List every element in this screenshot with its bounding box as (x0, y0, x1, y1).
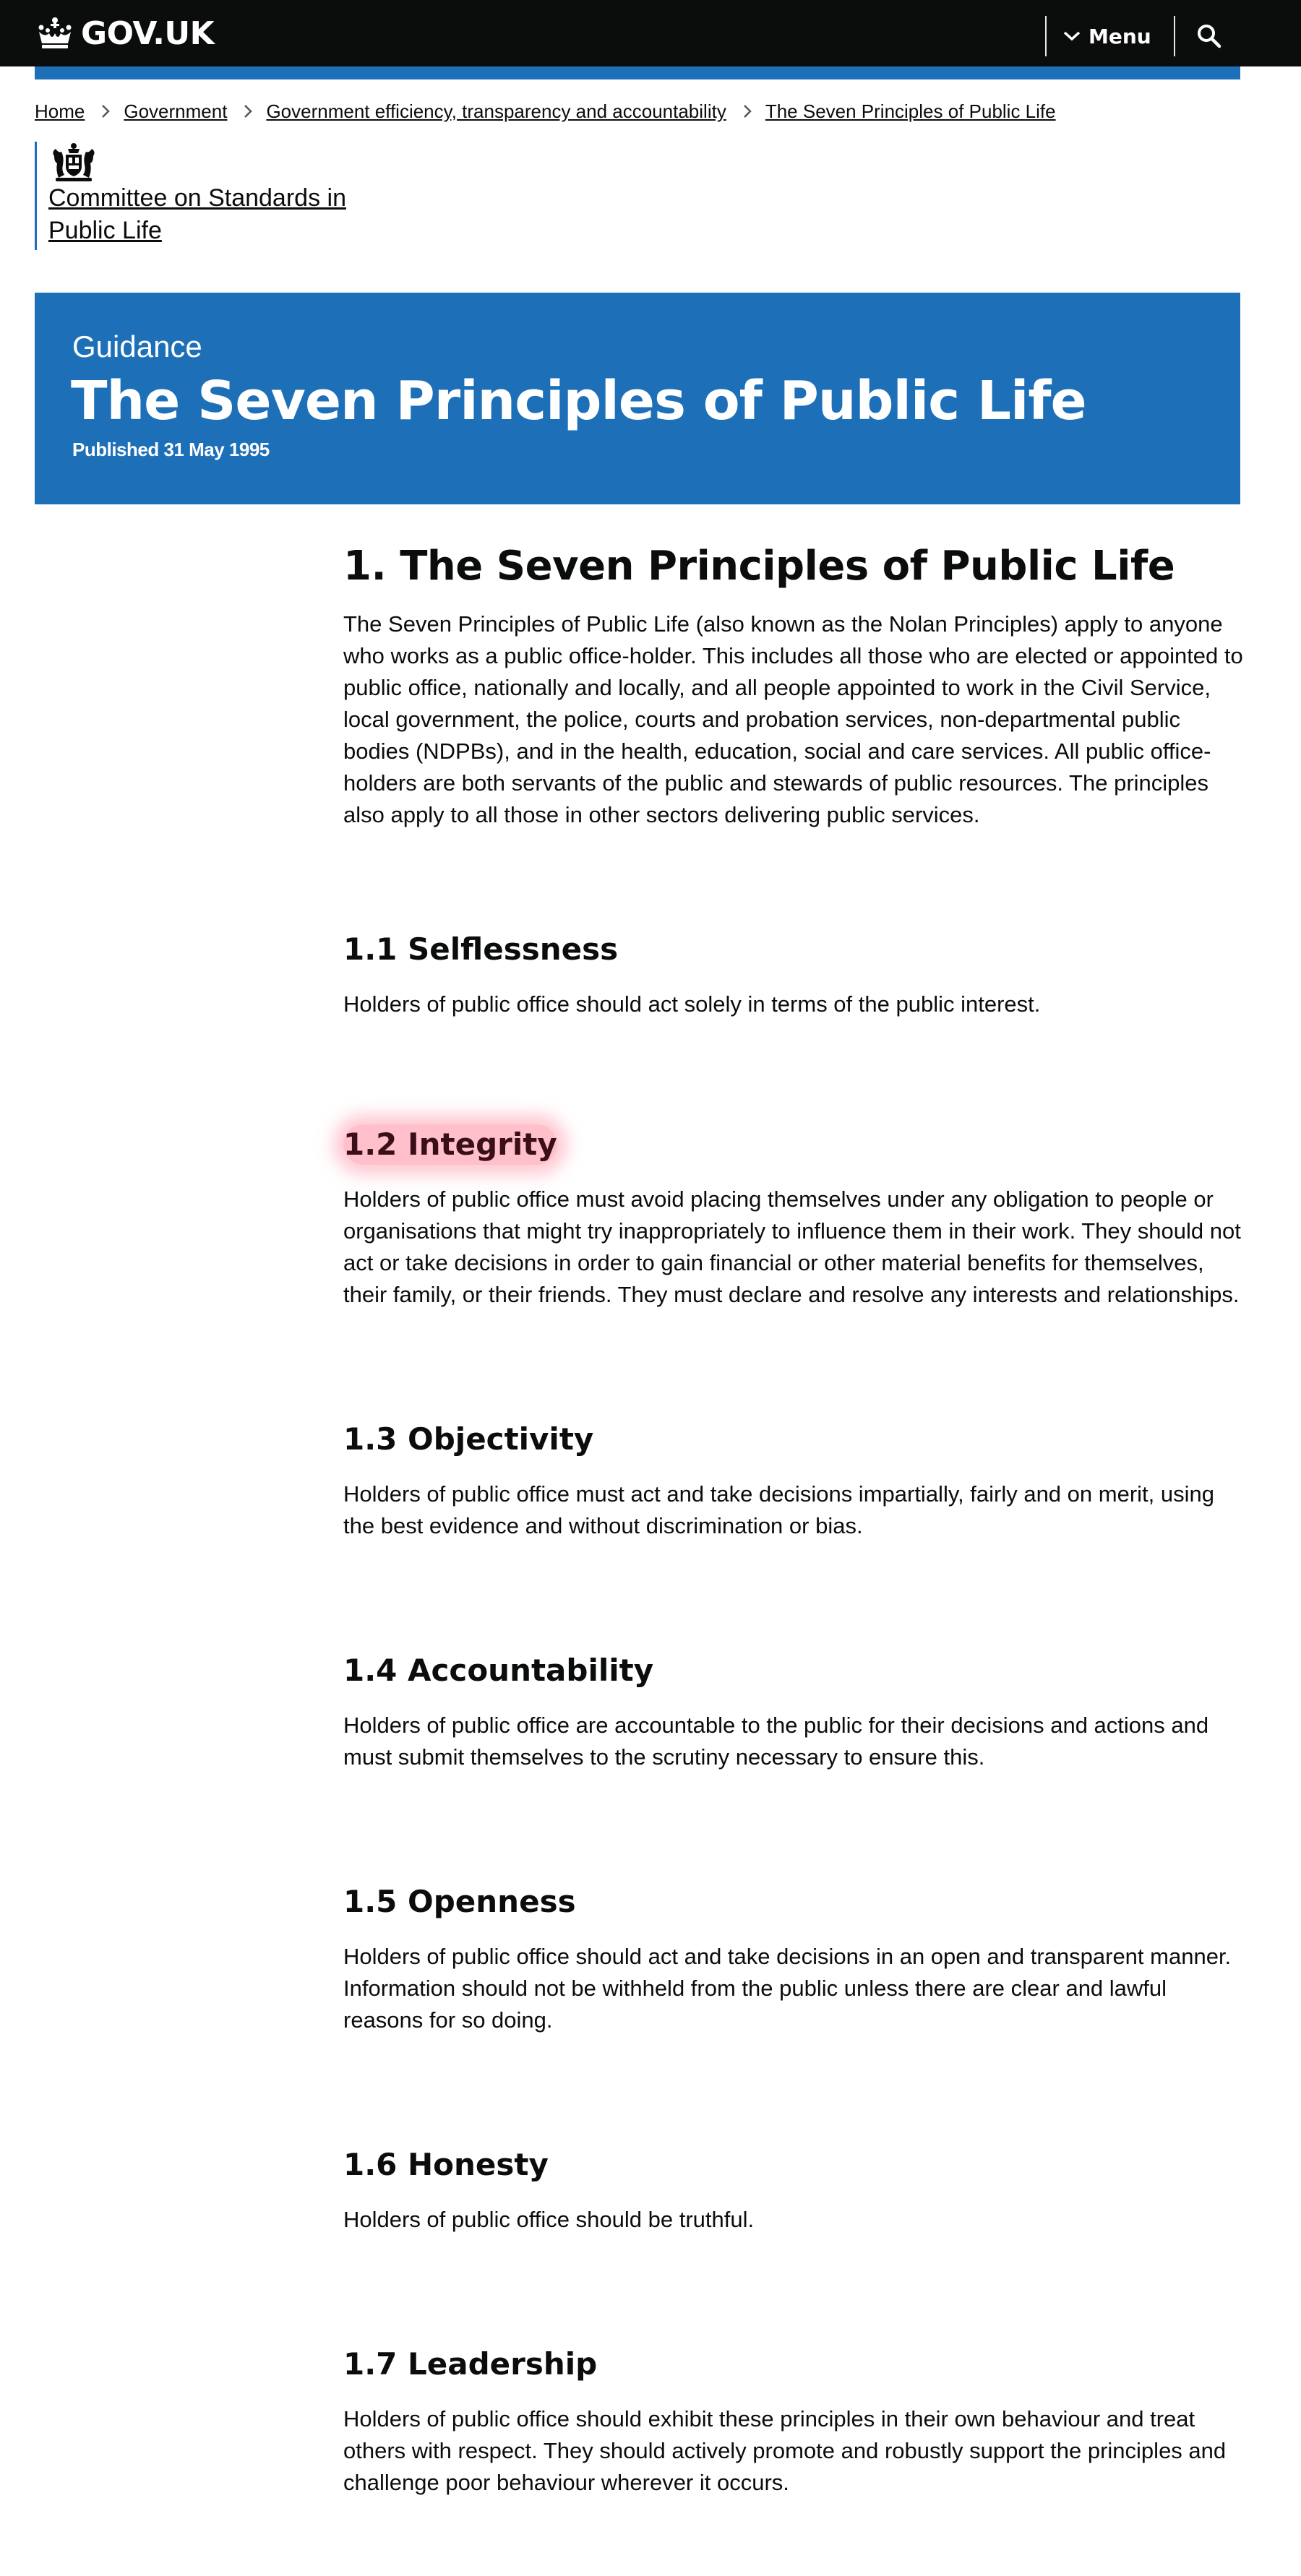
document-type: Guidance (72, 329, 202, 363)
principle-openness (343, 1882, 1243, 2036)
menu-button[interactable] (1062, 16, 1151, 56)
organisation-logo (35, 142, 369, 250)
principle-text: Holders of public office should be truthful. (343, 2207, 755, 2232)
principle-heading: 1.1 Selflessness (343, 931, 619, 967)
principle-heading: 1.6 Honesty (343, 2147, 549, 2182)
header-divider (1045, 16, 1047, 56)
chevron-right-icon (742, 104, 752, 119)
principle-objectivity (343, 1419, 1243, 1542)
principle-text: Holders of public office are accountable to the public for their decisions and actions and must submit themselves to the scrutiny necessary to ensure this. (343, 1713, 1209, 1770)
site-header (0, 0, 1301, 66)
organisation-link[interactable]: Committee on Standards in Public Life (48, 184, 346, 244)
principle-text: Holders of public office should act solely in terms of the public interest. (343, 991, 1041, 1017)
header-blue-bar (35, 66, 1240, 79)
principle-heading: 1.7 Leadership (343, 2346, 598, 2382)
breadcrumb-efficiency[interactable]: Government efficiency, transparency and accountability (266, 100, 726, 122)
published-date: Published 31 May 1995 (72, 439, 270, 460)
govuk-logo-link[interactable] (35, 13, 214, 53)
royal-arms-icon (48, 142, 99, 185)
menu-label: Menu (1089, 24, 1151, 48)
principle-text: Holders of public office must act and take decisions impartially, fairly and on merit, using the best evidence and without discrimination or bias. (343, 1481, 1214, 1538)
principle-honesty (343, 2145, 1243, 2236)
principle-heading: 1.4 Accountability (343, 1653, 654, 1688)
main-content (343, 540, 1243, 2499)
title-banner (35, 293, 1240, 504)
header-divider (1174, 16, 1175, 56)
chevron-right-icon (100, 104, 111, 119)
principle-text: Holders of public office should exhibit these principles in their own behaviour and treat others with respect. They should actively promote and robustly support the principles and challenge poor behaviour wherever it occurs. (343, 2406, 1227, 2495)
principle-leadership (343, 2344, 1243, 2499)
page-title: The Seven Principles of Public Life (71, 370, 1086, 432)
principle-accountability (343, 1650, 1243, 1773)
chevron-right-icon (243, 104, 253, 119)
intro-paragraph: The Seven Principles of Public Life (also known as the Nolan Principles) apply to anyone who works as a public office-holder. This includes all those who are elected or appointed to public office, nationally and locally, and all people appointed to work in the Civil Service, local government, the police, courts and probation services, non-departmental public bodies (NDPBs), and in the health, education, social and care services. All public office-holders are both servants of the public and stewards of public resources. The principles also apply to all those in other sectors delivering public services. (343, 611, 1243, 827)
govuk-logo-text: GOV.UK (81, 14, 215, 52)
breadcrumb-government[interactable]: Government (124, 100, 228, 122)
document-heading: 1. The Seven Principles of Public Life (343, 543, 1175, 590)
principle-integrity (343, 1124, 1243, 1311)
breadcrumb (35, 97, 1056, 126)
chevron-down-icon (1062, 30, 1081, 43)
principle-heading: 1.5 Openness (343, 1884, 576, 1919)
principle-text: Holders of public office should act and take decisions in an open and transparent manner. Information should not be withheld from the public unless there are clear and lawful reasons for so doing. (343, 1944, 1232, 2033)
breadcrumb-current-page[interactable]: The Seven Principles of Public Life (765, 100, 1056, 122)
search-button[interactable] (1184, 16, 1235, 56)
principle-selflessness (343, 929, 1243, 1020)
breadcrumb-home[interactable]: Home (35, 100, 85, 122)
principle-heading-highlighted: 1.2 Integrity (343, 1124, 557, 1165)
search-icon (1196, 23, 1222, 49)
principle-heading: 1.3 Objectivity (343, 1421, 594, 1457)
principle-text: Holders of public office must avoid placing themselves under any obligation to people or organisations that might try inappropriately to influence them in their work. They should not act or take decisions in order to gain financial or other material benefits for themselves, their family, or their friends. They must declare and resolve any interests and relationships. (343, 1186, 1241, 1307)
crown-icon (35, 16, 75, 51)
